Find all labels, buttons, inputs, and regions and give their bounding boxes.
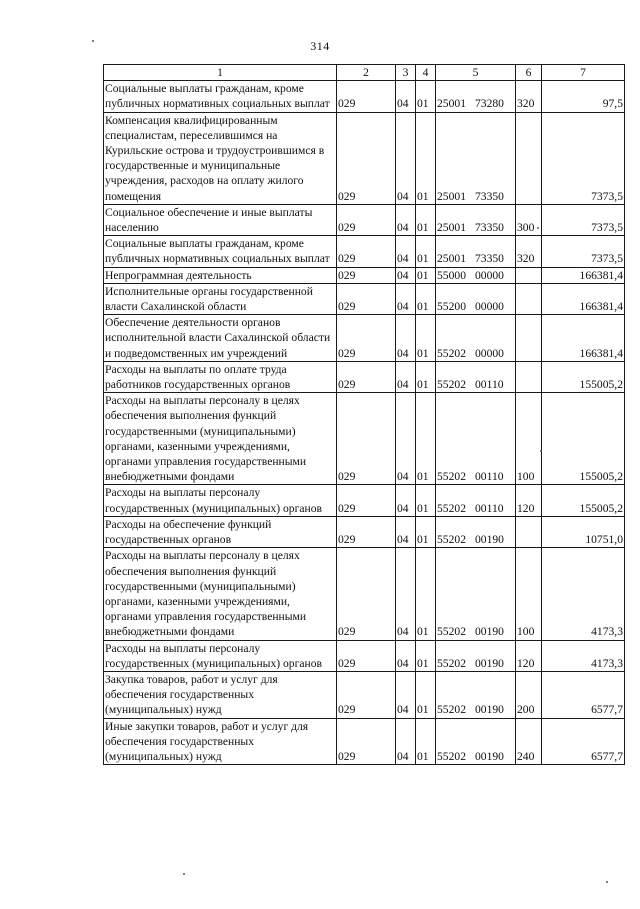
row-sum: 97,5 xyxy=(542,81,625,112)
row-sum: 7373,5 xyxy=(542,204,625,235)
target-code-program: 55000 xyxy=(437,268,466,282)
row-subsection: 01 xyxy=(416,361,436,392)
row-section: 04 xyxy=(396,112,416,204)
target-code-direction: 00110 xyxy=(474,378,504,392)
row-sum: 7373,5 xyxy=(542,236,625,267)
row-sum: 7373,5 xyxy=(542,112,625,204)
table-row xyxy=(104,548,625,640)
row-subsection: 01 xyxy=(416,640,436,671)
row-expense-type xyxy=(516,315,542,362)
row-gov-code: 029 xyxy=(337,112,396,204)
row-section: 04 xyxy=(396,283,416,314)
row-name: Расходы на обеспечение функций государственных органов xyxy=(104,516,337,547)
target-code-direction: 00110 xyxy=(474,501,504,515)
target-code-program: 55202 xyxy=(437,656,466,670)
row-gov-code: 029 xyxy=(337,640,396,671)
budget-table xyxy=(103,64,625,765)
row-name: Обеспечение деятельности органов исполнительной власти Сахалинской области и подведомственных им учреждений xyxy=(104,315,337,362)
row-gov-code: 029 xyxy=(337,361,396,392)
row-sum: 155005,2 xyxy=(542,361,625,392)
row-expense-type xyxy=(516,361,542,392)
row-name: Расходы на выплаты персоналу в целях обеспечения выполнения функций государственными (муниципальными) органами, казенными учреждениями, органами управления государственными внебюджетными фондами xyxy=(104,393,337,485)
table-header-row xyxy=(104,65,625,81)
row-sum: 4173,3 xyxy=(542,640,625,671)
row-gov-code: 029 xyxy=(337,485,396,516)
row-sum: 6577,7 xyxy=(542,671,625,718)
row-expense-type xyxy=(516,267,542,283)
row-subsection: 01 xyxy=(416,516,436,547)
row-name: Закупка товаров, работ и услуг для обеспечения государственных (муниципальных) нужд xyxy=(104,671,337,718)
row-subsection: 01 xyxy=(416,671,436,718)
row-name: Социальные выплаты гражданам, кроме публичных нормативных социальных выплат xyxy=(104,236,337,267)
row-section: 04 xyxy=(396,640,416,671)
table-row xyxy=(104,204,625,235)
table-row xyxy=(104,81,625,112)
row-subsection: 01 xyxy=(416,112,436,204)
row-sum: 166381,4 xyxy=(542,267,625,283)
row-subsection: 01 xyxy=(416,485,436,516)
table-row xyxy=(104,361,625,392)
row-subsection: 01 xyxy=(416,204,436,235)
row-subsection: 01 xyxy=(416,315,436,362)
column-header: 7 xyxy=(542,65,625,81)
row-sum: 166381,4 xyxy=(542,315,625,362)
scan-speck xyxy=(606,881,608,883)
row-subsection: 01 xyxy=(416,236,436,267)
target-code-direction: 00190 xyxy=(474,749,504,763)
column-header: 5 xyxy=(436,65,516,81)
target-code-program: 55200 xyxy=(437,300,466,314)
target-code-program: 55202 xyxy=(437,625,466,639)
row-gov-code: 029 xyxy=(337,548,396,640)
column-header: 1 xyxy=(104,65,337,81)
column-header: 6 xyxy=(516,65,542,81)
row-expense-type: 100 xyxy=(516,548,542,640)
table-row xyxy=(104,671,625,718)
target-code-program: 55202 xyxy=(437,470,466,484)
row-target-code xyxy=(436,267,516,283)
target-code-program: 25001 xyxy=(437,221,466,235)
row-section: 04 xyxy=(396,485,416,516)
target-code-direction: 00190 xyxy=(474,656,504,670)
row-name: Социальные выплаты гражданам, кроме публичных нормативных социальных выплат xyxy=(104,81,337,112)
row-expense-type xyxy=(516,112,542,204)
row-name: Социальное обеспечение и иные выплаты населению xyxy=(104,204,337,235)
row-name: Компенсация квалифицированным специалистам, переселившимся на Курильские острова и трудоустроившимся в государственные и муниципальные учреждения, расходов на оплату жилого помещения xyxy=(104,112,337,204)
row-expense-type: 120 xyxy=(516,485,542,516)
row-expense-type: 240 xyxy=(516,718,542,765)
table-row xyxy=(104,485,625,516)
row-sum: 10751,0 xyxy=(542,516,625,547)
row-gov-code: 029 xyxy=(337,516,396,547)
row-section: 04 xyxy=(396,236,416,267)
row-gov-code: 029 xyxy=(337,283,396,314)
row-expense-type: 120 xyxy=(516,640,542,671)
row-section: 04 xyxy=(396,267,416,283)
row-gov-code: 029 xyxy=(337,267,396,283)
row-subsection: 01 xyxy=(416,267,436,283)
row-subsection: 01 xyxy=(416,393,436,485)
row-name: Расходы на выплаты персоналу государственных (муниципальных) органов xyxy=(104,640,337,671)
row-target-code xyxy=(436,640,516,671)
row-subsection: 01 xyxy=(416,283,436,314)
target-code-direction: 00000 xyxy=(474,300,504,314)
row-expense-type: 100 xyxy=(516,393,542,485)
row-gov-code: 029 xyxy=(337,236,396,267)
column-header: 3 xyxy=(396,65,416,81)
row-target-code xyxy=(436,516,516,547)
page-number: 314 xyxy=(310,39,330,53)
row-name: Расходы на выплаты персоналу государственных (муниципальных) органов xyxy=(104,485,337,516)
table-row xyxy=(104,283,625,314)
row-sum: 4173,3 xyxy=(542,548,625,640)
target-code-program: 55202 xyxy=(437,346,466,360)
table-row xyxy=(104,315,625,362)
row-target-code xyxy=(436,204,516,235)
row-section: 04 xyxy=(396,718,416,765)
row-target-code xyxy=(436,485,516,516)
row-expense-type: 300 xyxy=(516,204,542,235)
row-sum: 6577,7 xyxy=(542,718,625,765)
scan-speck xyxy=(537,227,539,229)
target-code-direction: 73350 xyxy=(474,252,504,266)
column-header: 4 xyxy=(416,65,436,81)
table-row xyxy=(104,516,625,547)
row-name: Непрограммная деятельность xyxy=(104,267,337,283)
row-section: 04 xyxy=(396,671,416,718)
row-gov-code: 029 xyxy=(337,204,396,235)
target-code-program: 55202 xyxy=(437,501,466,515)
row-expense-type: 320 xyxy=(516,81,542,112)
row-name: Расходы на выплаты персоналу в целях обеспечения выполнения функций государственными (муниципальными) органами, казенными учреждениями, органами управления государственными внебюджетными фондами xyxy=(104,548,337,640)
row-target-code xyxy=(436,283,516,314)
table-row xyxy=(104,718,625,765)
row-gov-code: 029 xyxy=(337,315,396,362)
row-subsection: 01 xyxy=(416,718,436,765)
target-code-direction: 00000 xyxy=(474,268,504,282)
column-header: 2 xyxy=(337,65,396,81)
row-name: Исполнительные органы государственной власти Сахалинской области xyxy=(104,283,337,314)
scan-speck xyxy=(183,873,185,875)
row-gov-code: 029 xyxy=(337,718,396,765)
target-code-program: 55202 xyxy=(437,378,466,392)
target-code-direction: 73350 xyxy=(474,189,504,203)
row-section: 04 xyxy=(396,393,416,485)
row-subsection: 01 xyxy=(416,81,436,112)
row-target-code xyxy=(436,718,516,765)
table-row xyxy=(104,112,625,204)
row-section: 04 xyxy=(396,315,416,362)
row-name: Расходы на выплаты по оплате труда работников государственных органов xyxy=(104,361,337,392)
table-row xyxy=(104,236,625,267)
row-section: 04 xyxy=(396,361,416,392)
row-target-code xyxy=(436,81,516,112)
row-section: 04 xyxy=(396,548,416,640)
target-code-direction: 00190 xyxy=(474,703,504,717)
target-code-direction: 00110 xyxy=(474,470,504,484)
target-code-program: 25001 xyxy=(437,97,466,111)
table-row xyxy=(104,393,625,485)
row-section: 04 xyxy=(396,81,416,112)
row-target-code xyxy=(436,236,516,267)
row-gov-code: 029 xyxy=(337,81,396,112)
row-sum: 155005,2 xyxy=(542,393,625,485)
target-code-direction: 00190 xyxy=(474,533,504,547)
row-expense-type: 320 xyxy=(516,236,542,267)
target-code-program: 25001 xyxy=(437,189,466,203)
row-gov-code: 029 xyxy=(337,393,396,485)
row-expense-type xyxy=(516,516,542,547)
row-expense-type xyxy=(516,283,542,314)
row-target-code xyxy=(436,361,516,392)
target-code-direction: 00190 xyxy=(474,625,504,639)
table-row xyxy=(104,640,625,671)
row-target-code xyxy=(436,671,516,718)
target-code-direction: 73280 xyxy=(474,97,504,111)
row-target-code xyxy=(436,315,516,362)
row-expense-type: 200 xyxy=(516,671,542,718)
row-target-code xyxy=(436,393,516,485)
target-code-program: 55202 xyxy=(437,533,466,547)
target-code-program: 55202 xyxy=(437,703,466,717)
row-target-code xyxy=(436,548,516,640)
row-sum: 166381,4 xyxy=(542,283,625,314)
row-sum: 155005,2 xyxy=(542,485,625,516)
row-target-code xyxy=(436,112,516,204)
row-section: 04 xyxy=(396,204,416,235)
scan-speck xyxy=(540,450,542,452)
row-subsection: 01 xyxy=(416,548,436,640)
row-gov-code: 029 xyxy=(337,671,396,718)
target-code-direction: 73350 xyxy=(474,221,504,235)
target-code-direction: 00000 xyxy=(474,346,504,360)
row-name: Иные закупки товаров, работ и услуг для обеспечения государственных (муниципальных) нужд xyxy=(104,718,337,765)
target-code-program: 25001 xyxy=(437,252,466,266)
target-code-program: 55202 xyxy=(437,749,466,763)
scan-speck xyxy=(92,40,94,42)
table-row xyxy=(104,267,625,283)
row-section: 04 xyxy=(396,516,416,547)
